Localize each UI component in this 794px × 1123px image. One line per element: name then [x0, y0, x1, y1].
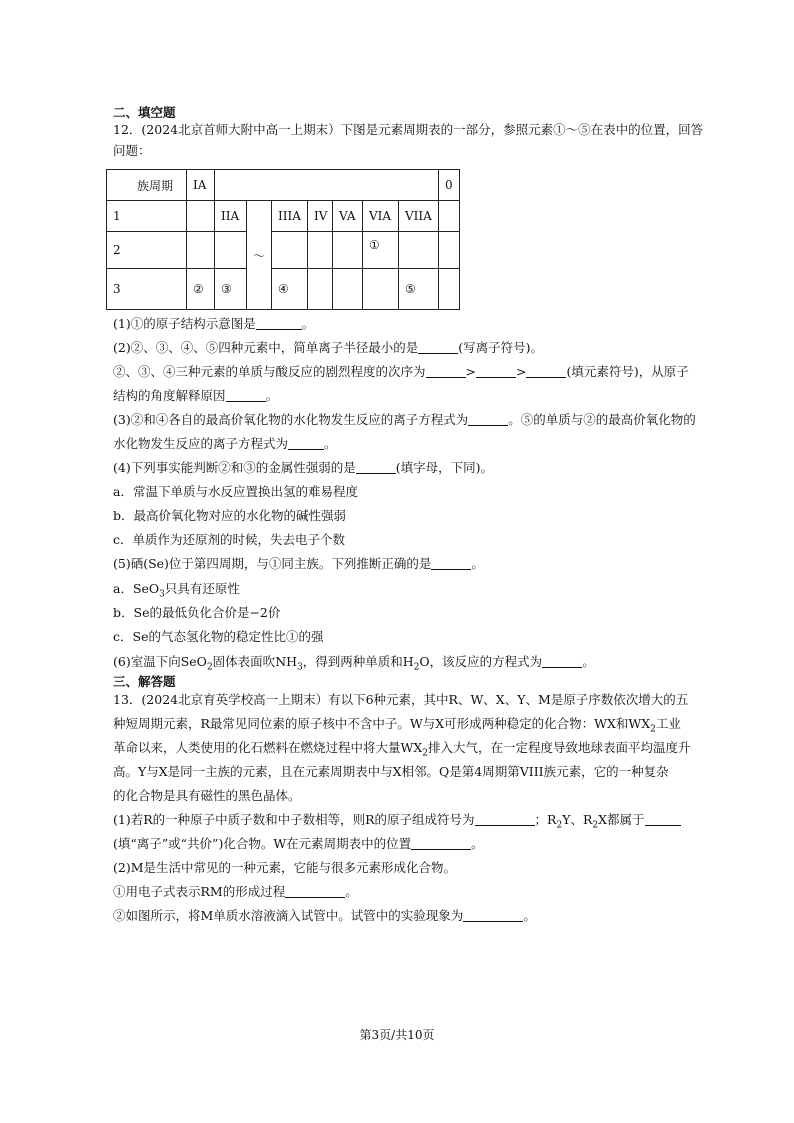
group-iva-header: IV: [308, 201, 333, 232]
q13-part2-sub1: ①用电子式表示RM的形成过程 。: [113, 884, 358, 899]
cell-empty: [333, 269, 363, 310]
q12-part5-option-a: a．SeO$_3$只具有还原性: [113, 581, 240, 600]
q12-part4: (4)下列事实能判断②和③的金属性强弱的是 (填字母，下同)。: [113, 460, 493, 475]
answer-blank[interactable]: [463, 909, 523, 922]
section-title-answer: 三、解答题: [113, 674, 176, 689]
answer-blank[interactable]: [426, 365, 466, 378]
group-via-header: VIA: [363, 201, 399, 232]
q13-part1: (1)若R的一种原子中质子数和中子数相等，则R的原子组成符号为 ；$R_2Y$、$R_2X$都属于: [113, 812, 681, 834]
answer-blank[interactable]: [431, 557, 471, 570]
q12-part3: (3)②和④各自的最高价氧化物的水化物发生反应的离子方程式为 。⑤的单质与②的最高价氧化物的: [113, 412, 696, 427]
cell-empty: [439, 201, 460, 232]
cell-empty: [272, 232, 308, 269]
period-1-label: 1: [107, 201, 187, 232]
q12-part1: (1)①的原子结构示意图是 。: [113, 316, 315, 331]
q13-stem-line1: 13．(2024北京育英学校高一上期末）有以下6种元素，其中R、W、X、Y、M是原子序数依次增大的五: [113, 692, 689, 707]
answer-blank[interactable]: [226, 389, 266, 402]
period-3-label: 3: [107, 269, 187, 310]
cell-empty: [187, 201, 215, 232]
q12-part2: (2)②、③、④、⑤四种元素中，简单离子半径最小的是 (写离子符号)。: [113, 340, 543, 355]
element-5-cell: ⑤: [399, 269, 439, 310]
blank-header-cell: [215, 170, 439, 201]
cell-empty: [308, 232, 333, 269]
element-3-cell: ③: [215, 269, 247, 310]
q12-part6: (6)室温下向SeO$_2$固体表面吹$NH_3$，得到两种单质和$H_2O$，该反应的方程式为 。: [113, 654, 595, 673]
answer-blank[interactable]: [418, 341, 458, 354]
group-ia-header: IA: [187, 170, 215, 201]
group-iia-header: IIA: [215, 201, 247, 232]
q12-part2-reason: 结构的角度解释原因 。: [113, 388, 279, 403]
q12-stem-line2: 问题：: [113, 143, 151, 158]
cell-empty: [215, 232, 247, 269]
answer-blank[interactable]: [288, 437, 324, 450]
cell-empty: [399, 232, 439, 269]
q12-option-c: c．单质作为还原剂的时候，失去电子个数: [113, 532, 346, 547]
q13-stem-line2: 种短周期元素，R最常见同位素的原子核中不含中子。W与X可形成两种稳定的化合物：WX和$WX_2$工业: [113, 716, 681, 735]
cell-empty: [187, 232, 215, 269]
q13-part2: (2)M是生活中常见的一种元素，它能与很多元素形成化合物。: [113, 860, 457, 875]
cell-empty: [439, 232, 460, 269]
page-footer: 第3页/共10页: [359, 1028, 435, 1042]
q12-part2-order: ②、③、④三种元素的单质与酸反应的剧烈程度的次序为 > > (填元素符号)，从原子: [113, 364, 689, 379]
group-va-header: VA: [333, 201, 363, 232]
answer-blank[interactable]: [256, 317, 302, 330]
transition-gap: ～: [247, 201, 272, 310]
cell-empty: [439, 269, 460, 310]
answer-blank[interactable]: [476, 365, 516, 378]
cell-empty: [333, 232, 363, 269]
q13-part2-sub2: ②如图所示，将M单质水溶液滴入试管中。试管中的实验现象为 。: [113, 908, 536, 923]
element-1-cell: ①: [363, 232, 399, 269]
answer-blank[interactable]: [285, 885, 345, 898]
cell-empty: [363, 269, 399, 310]
q12-option-a: a．常温下单质与水反应置换出氢的难易程度: [113, 484, 358, 499]
q12-option-b: b．最高价氧化物对应的水化物的碱性强弱: [113, 508, 347, 523]
q13-stem-line5: 的化合物是具有磁性的黑色晶体。: [113, 788, 301, 803]
cell-empty: [308, 269, 333, 310]
answer-blank[interactable]: [526, 365, 566, 378]
element-2-cell: ②: [187, 269, 215, 310]
section-title-fill-blank: 二、填空题: [113, 105, 176, 120]
q13-stem-line4: 高。Y与X是同一主族的元素，且在元素周期表中与X相邻。Q是第4周期第VIII族元素，它的一种复杂: [113, 764, 669, 779]
answer-blank[interactable]: [356, 461, 396, 474]
q12-part5-option-b: b．Se的最低负化合价是−2价: [113, 605, 281, 620]
answer-blank[interactable]: [475, 813, 535, 826]
group-viia-header: VIIA: [399, 201, 439, 232]
answer-blank[interactable]: [645, 813, 681, 826]
table-corner-label: 族周期: [107, 170, 187, 201]
q13-part1-cont: (填“离子”或“共价”)化合物。W在元素周期表中的位置 。: [113, 836, 484, 851]
q12-part3-cont: 水化物发生反应的离子方程式为 。: [113, 436, 337, 451]
group-0-header: 0: [439, 170, 460, 201]
element-4-cell: ④: [272, 269, 308, 310]
q12-stem-line1: 12．(2024北京首师大附中高一上期末）下图是元素周期表的一部分，参照元素①～⑤在表中的位置，回答: [113, 122, 704, 137]
q12-part5-option-c: c．Se的气态氢化物的稳定性比①的强: [113, 629, 324, 644]
periodic-table-fragment: [106, 169, 460, 310]
answer-blank[interactable]: [542, 655, 582, 668]
answer-blank[interactable]: [468, 413, 508, 426]
answer-blank[interactable]: [411, 837, 471, 850]
q13-stem-line3: 革命以来，人类使用的化石燃料在燃烧过程中将大量$WX_2$排入大气，在一定程度导致地球表面平均温度升: [113, 740, 691, 759]
period-2-label: 2: [107, 232, 187, 269]
q12-part5: (5)硒(Se)位于第四周期，与①同主族。下列推断正确的是 。: [113, 556, 484, 571]
group-iiia-header: IIIA: [272, 201, 308, 232]
